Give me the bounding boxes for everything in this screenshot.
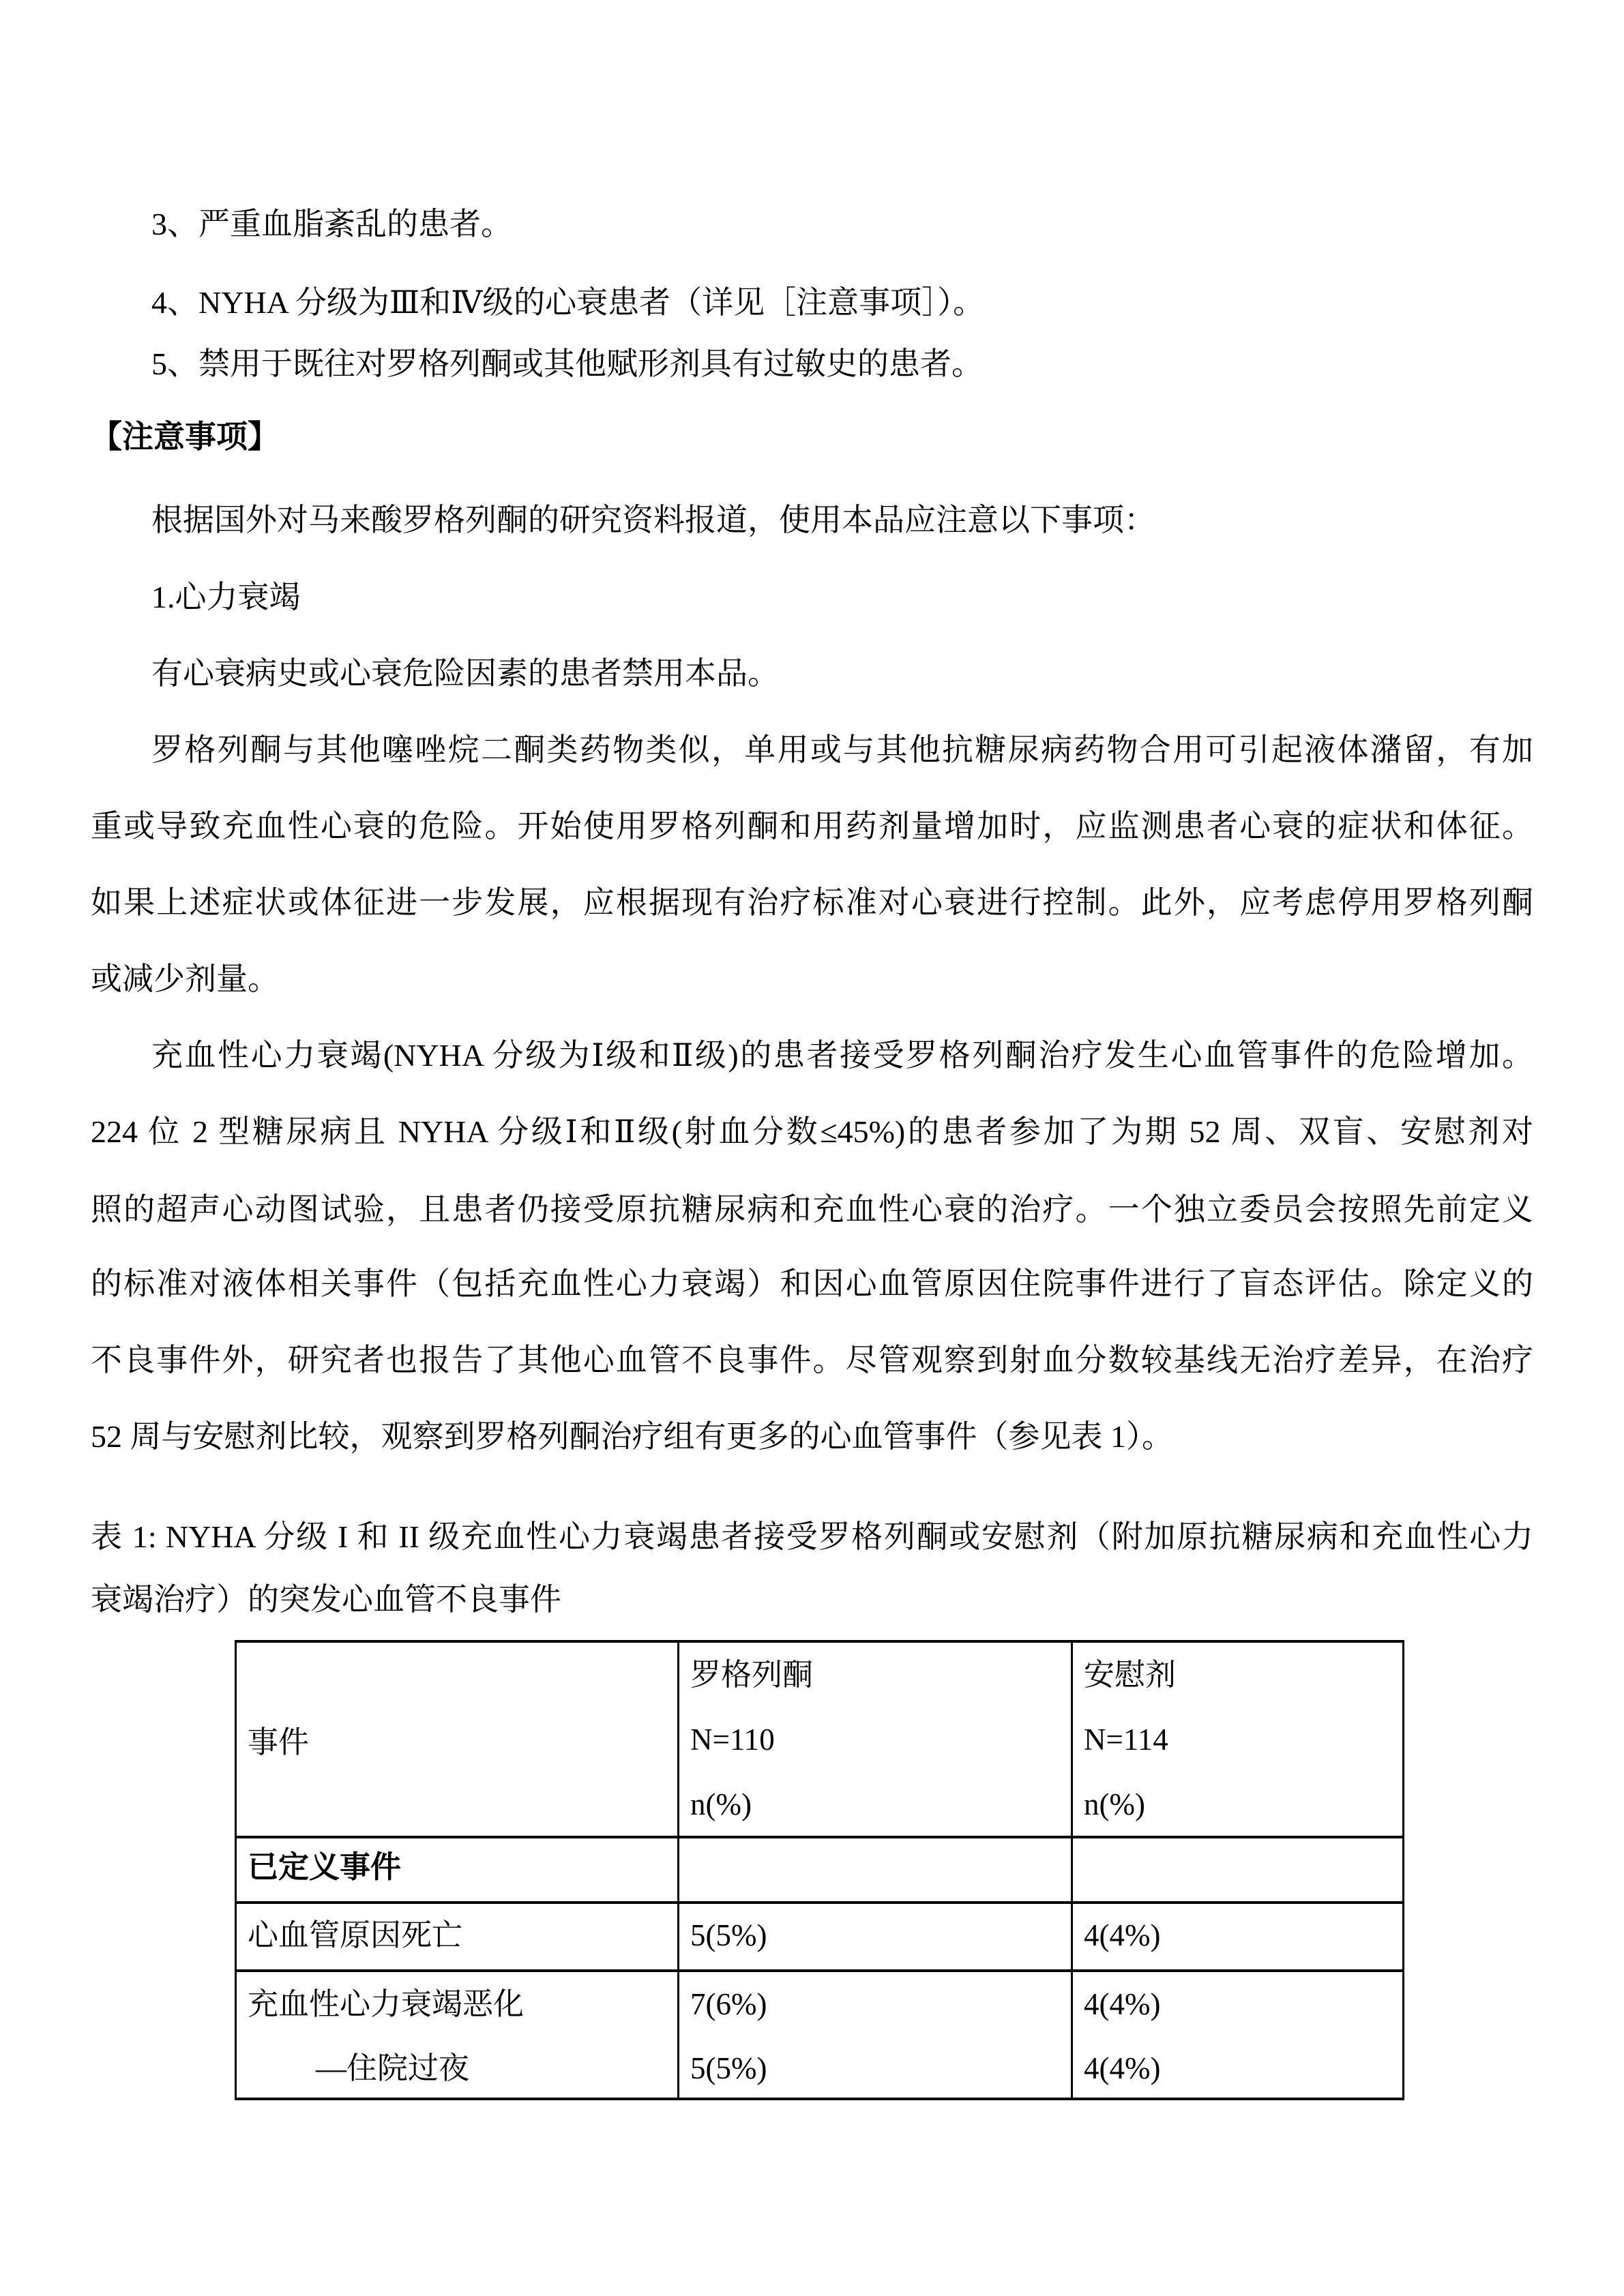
table-row [237, 1838, 1402, 1904]
paragraph-line: 如果上述症状或体征进一步发展，应根据现有治疗标准对心衰进行控制。此外，应考虑停用罗格列酮 [91, 885, 1533, 920]
paragraph-line: 充血性心力衰竭(NYHA 分级为Ⅰ级和Ⅱ级)的患者接受罗格列酮治疗发生心血管事件的危险增加。 [151, 1038, 1533, 1073]
table-row [237, 1972, 1402, 2098]
table-cell-line: 5(5%) [690, 1918, 767, 1952]
table-cell-line: 充血性心力衰竭恶化 [248, 1987, 525, 2021]
table-cell-line: 4(4%) [1084, 1918, 1161, 1952]
section-heading-precautions: 【注意事项】 [91, 419, 279, 454]
table-cell [1073, 1838, 1402, 1901]
table-header-rosiglitazone [679, 1643, 1073, 1836]
paragraph-line: 不良事件外，研究者也报告了其他心血管不良事件。尽管观察到射血分数较基线无治疗差异，在治疗 [91, 1343, 1533, 1377]
table-header-line: N=110 [690, 1723, 775, 1757]
table-caption-line: 衰竭治疗）的突发心血管不良事件 [91, 1582, 561, 1617]
list-item-3: 3、严重血脂紊乱的患者。 [151, 207, 512, 241]
table-cell-line: 5(5%) [690, 2051, 767, 2085]
table-cell-line: 心血管原因死亡 [248, 1918, 463, 1952]
table-header-event-label: 事件 [248, 1725, 310, 1759]
table-header-line: 安慰剂 [1084, 1658, 1177, 1692]
paragraph-line: 52 周与安慰剂比较，观察到罗格列酮治疗组有更多的心血管事件（参见表 1）。 [91, 1419, 1173, 1454]
table-cell [237, 1904, 679, 1969]
paragraph-line: 根据国外对马来酸罗格列酮的研究资料报道，使用本品应注意以下事项： [151, 503, 1155, 537]
table-header-event [237, 1643, 679, 1836]
list-item-4: 4、NYHA 分级为Ⅲ和Ⅳ级的心衰患者（详见［注意事项］）。 [151, 285, 985, 320]
table-header-line: n(%) [1084, 1787, 1145, 1821]
paragraph-line: 有心衰病史或心衰危险因素的患者禁用本品。 [151, 656, 779, 691]
table-cell [679, 1904, 1073, 1969]
table-header-line: N=114 [1084, 1723, 1168, 1757]
table-header-line: 罗格列酮 [690, 1658, 814, 1692]
paragraph-line: 重或导致充血性心衰的危险。开始使用罗格列酮和用药剂量增加时，应监测患者心衰的症状和体征。 [91, 809, 1533, 844]
table-cell [237, 1972, 679, 2098]
table-cell-line: 4(4%) [1084, 2051, 1161, 2085]
subsection-heading-heart-failure: 1.心力衰竭 [151, 580, 301, 614]
table-cell [1073, 1904, 1402, 1969]
table-cell [237, 1838, 679, 1901]
table-header-row [237, 1643, 1402, 1838]
paragraph-line: 照的超声心动图试验，且患者仍接受原抗糖尿病和充血性心衰的治疗。一个独立委员会按照先前定义 [91, 1192, 1533, 1227]
table-header-line: n(%) [690, 1787, 752, 1821]
paragraph-line: 的标准对液体相关事件（包括充血性心力衰竭）和因心血管原因住院事件进行了盲态评估。除定义的 [91, 1266, 1533, 1301]
table-cell-line: 4(4%) [1084, 1987, 1161, 2021]
adverse-events-table [235, 1640, 1404, 2100]
table-cell-line: —住院过夜 [316, 2051, 470, 2085]
table-cell [679, 1972, 1073, 2098]
paragraph-line: 罗格列酮与其他噻唑烷二酮类药物类似，单用或与其他抗糖尿病药物合用可引起液体潴留，有加 [151, 732, 1533, 767]
table-cell-line: 7(6%) [690, 1987, 767, 2021]
table-cell [679, 1838, 1073, 1901]
table-header-placebo [1073, 1643, 1402, 1836]
table-cell [1073, 1972, 1402, 2098]
paragraph-line: 或减少剂量。 [91, 961, 279, 996]
paragraph-line: 224 位 2 型糖尿病且 NYHA 分级Ⅰ和Ⅱ级(射血分数≤45%)的患者参加了为期 52 周、双盲、安慰剂对 [91, 1114, 1533, 1149]
table-row [237, 1904, 1402, 1972]
table-cell-line: 已定义事件 [248, 1850, 402, 1884]
table-caption-line: 表 1: NYHA 分级 I 和 II 级充血性心力衰竭患者接受罗格列酮或安慰剂（附加原抗糖尿病和充血性心力 [91, 1519, 1533, 1554]
list-item-5: 5、禁用于既往对罗格列酮或其他赋形剂具有过敏史的患者。 [151, 346, 983, 381]
